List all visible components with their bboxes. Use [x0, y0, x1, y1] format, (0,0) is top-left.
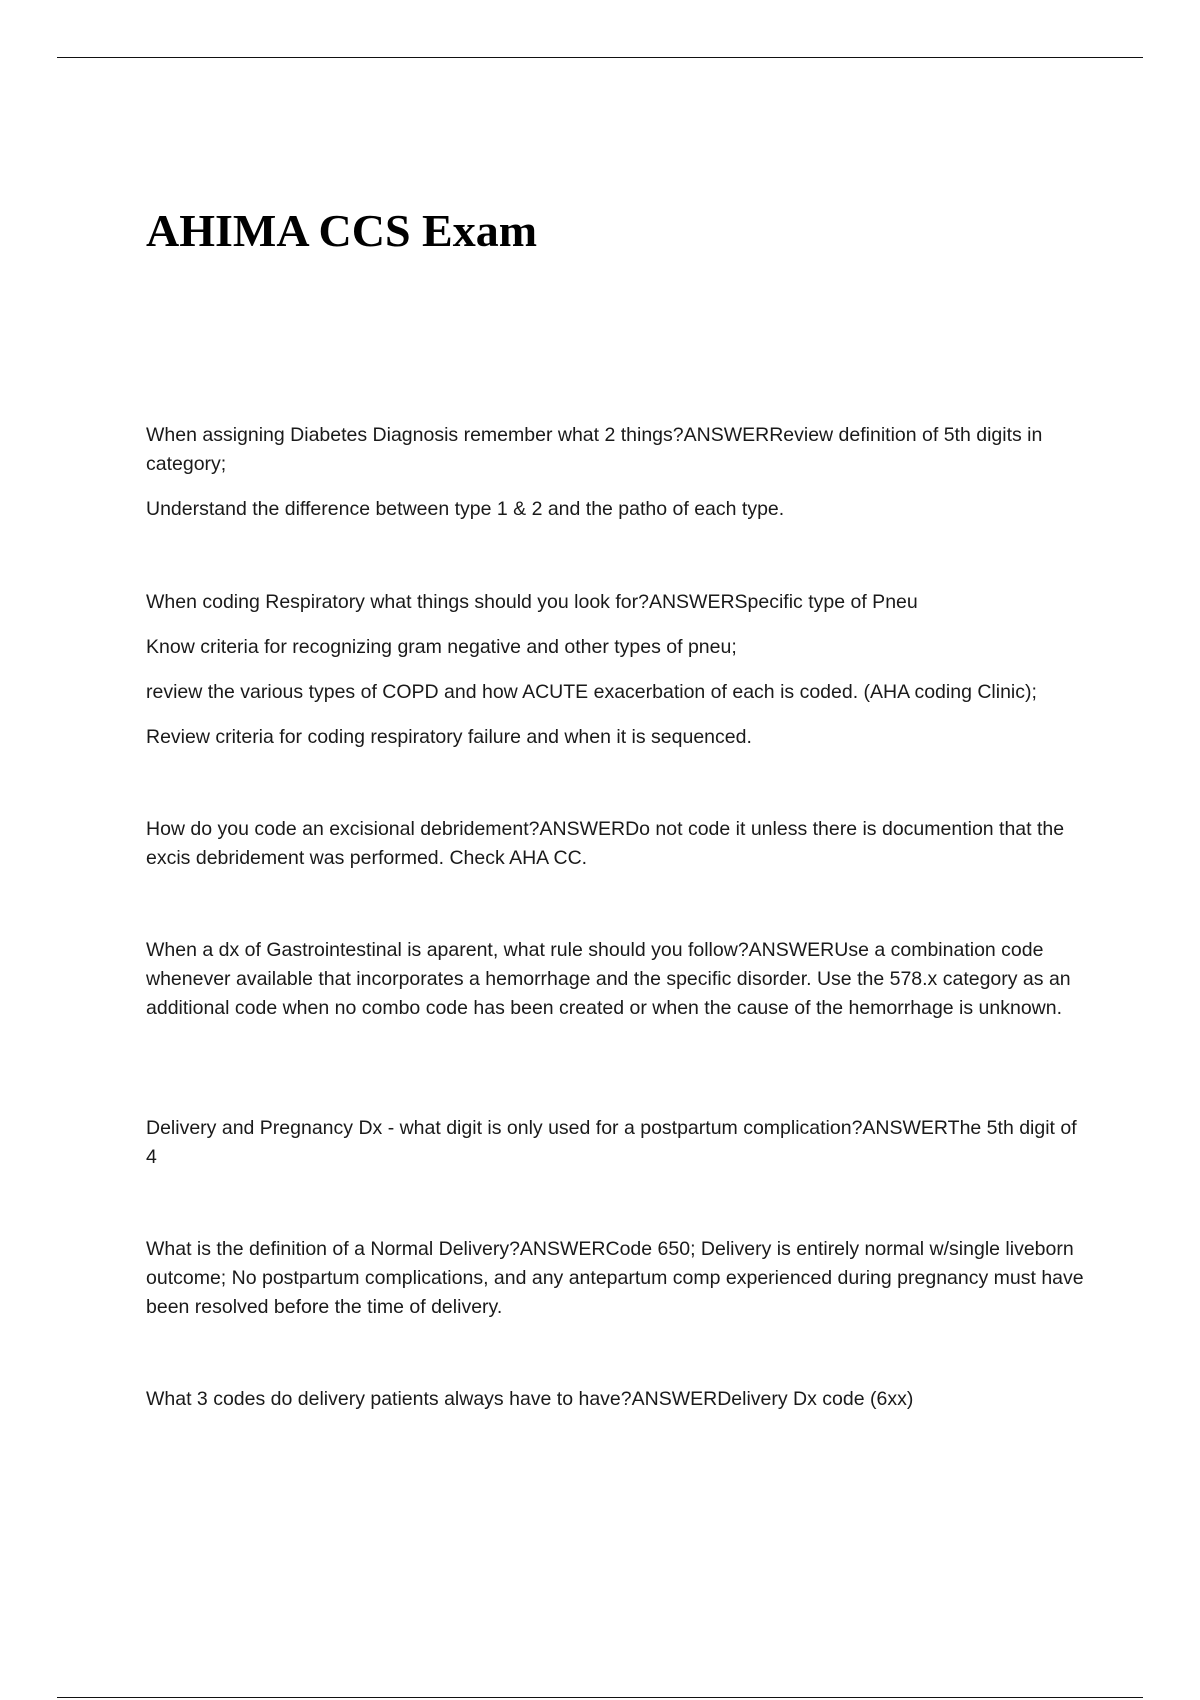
qa-paragraph: review the various types of COPD and how ACUTE exacerbation of each is coded. (AHA coding Clinic); — [146, 681, 1037, 703]
qa-entry-postpartum — [146, 1114, 1086, 1172]
qa-entry-respiratory — [146, 588, 1086, 752]
qa-paragraph: Review criteria for coding respiratory failure and when it is sequenced. — [146, 726, 752, 748]
qa-entry-gastrointestinal — [146, 936, 1086, 1023]
bottom-divider — [57, 1697, 1143, 1698]
qa-paragraph: What is the definition of a Normal Delivery?ANSWERCode 650; Delivery is entirely normal w/single liveborn outcome; No postpartum complications, and any antepartum comp experienced during pregnancy must have been resolved before the time of delivery. — [146, 1238, 1084, 1318]
qa-paragraph: Know criteria for recognizing gram negative and other types of pneu; — [146, 636, 737, 658]
qa-entry-normal-delivery — [146, 1235, 1086, 1322]
qa-entry-delivery-codes — [146, 1385, 1086, 1414]
qa-entry-diabetes — [146, 421, 1086, 524]
qa-entry-debridement — [146, 815, 1086, 873]
page-title: AHIMA CCS Exam — [146, 205, 538, 256]
qa-paragraph: Delivery and Pregnancy Dx - what digit is only used for a postpartum complication?ANSWERThe 5th digit of 4 — [146, 1117, 1077, 1168]
qa-paragraph: What 3 codes do delivery patients always have to have?ANSWERDelivery Dx code (6xx) — [146, 1388, 914, 1410]
top-divider — [57, 57, 1143, 58]
qa-paragraph: When coding Respiratory what things should you look for?ANSWERSpecific type of Pneu — [146, 591, 918, 613]
qa-paragraph: Understand the difference between type 1 & 2 and the patho of each type. — [146, 498, 785, 520]
qa-paragraph: How do you code an excisional debridement?ANSWERDo not code it unless there is documention that the excis debridement was performed. Check AHA CC. — [146, 818, 1065, 869]
qa-paragraph: When assigning Diabetes Diagnosis remember what 2 things?ANSWERReview definition of 5th digits in category; — [146, 424, 1043, 475]
qa-paragraph: When a dx of Gastrointestinal is aparent, what rule should you follow?ANSWERUse a combination code whenever available that incorporates a hemorrhage and the specific disorder. Use the 578.x category as an additional code when no combo code has been created or when the cause of the hemorrhage is unknown. — [146, 939, 1071, 1019]
